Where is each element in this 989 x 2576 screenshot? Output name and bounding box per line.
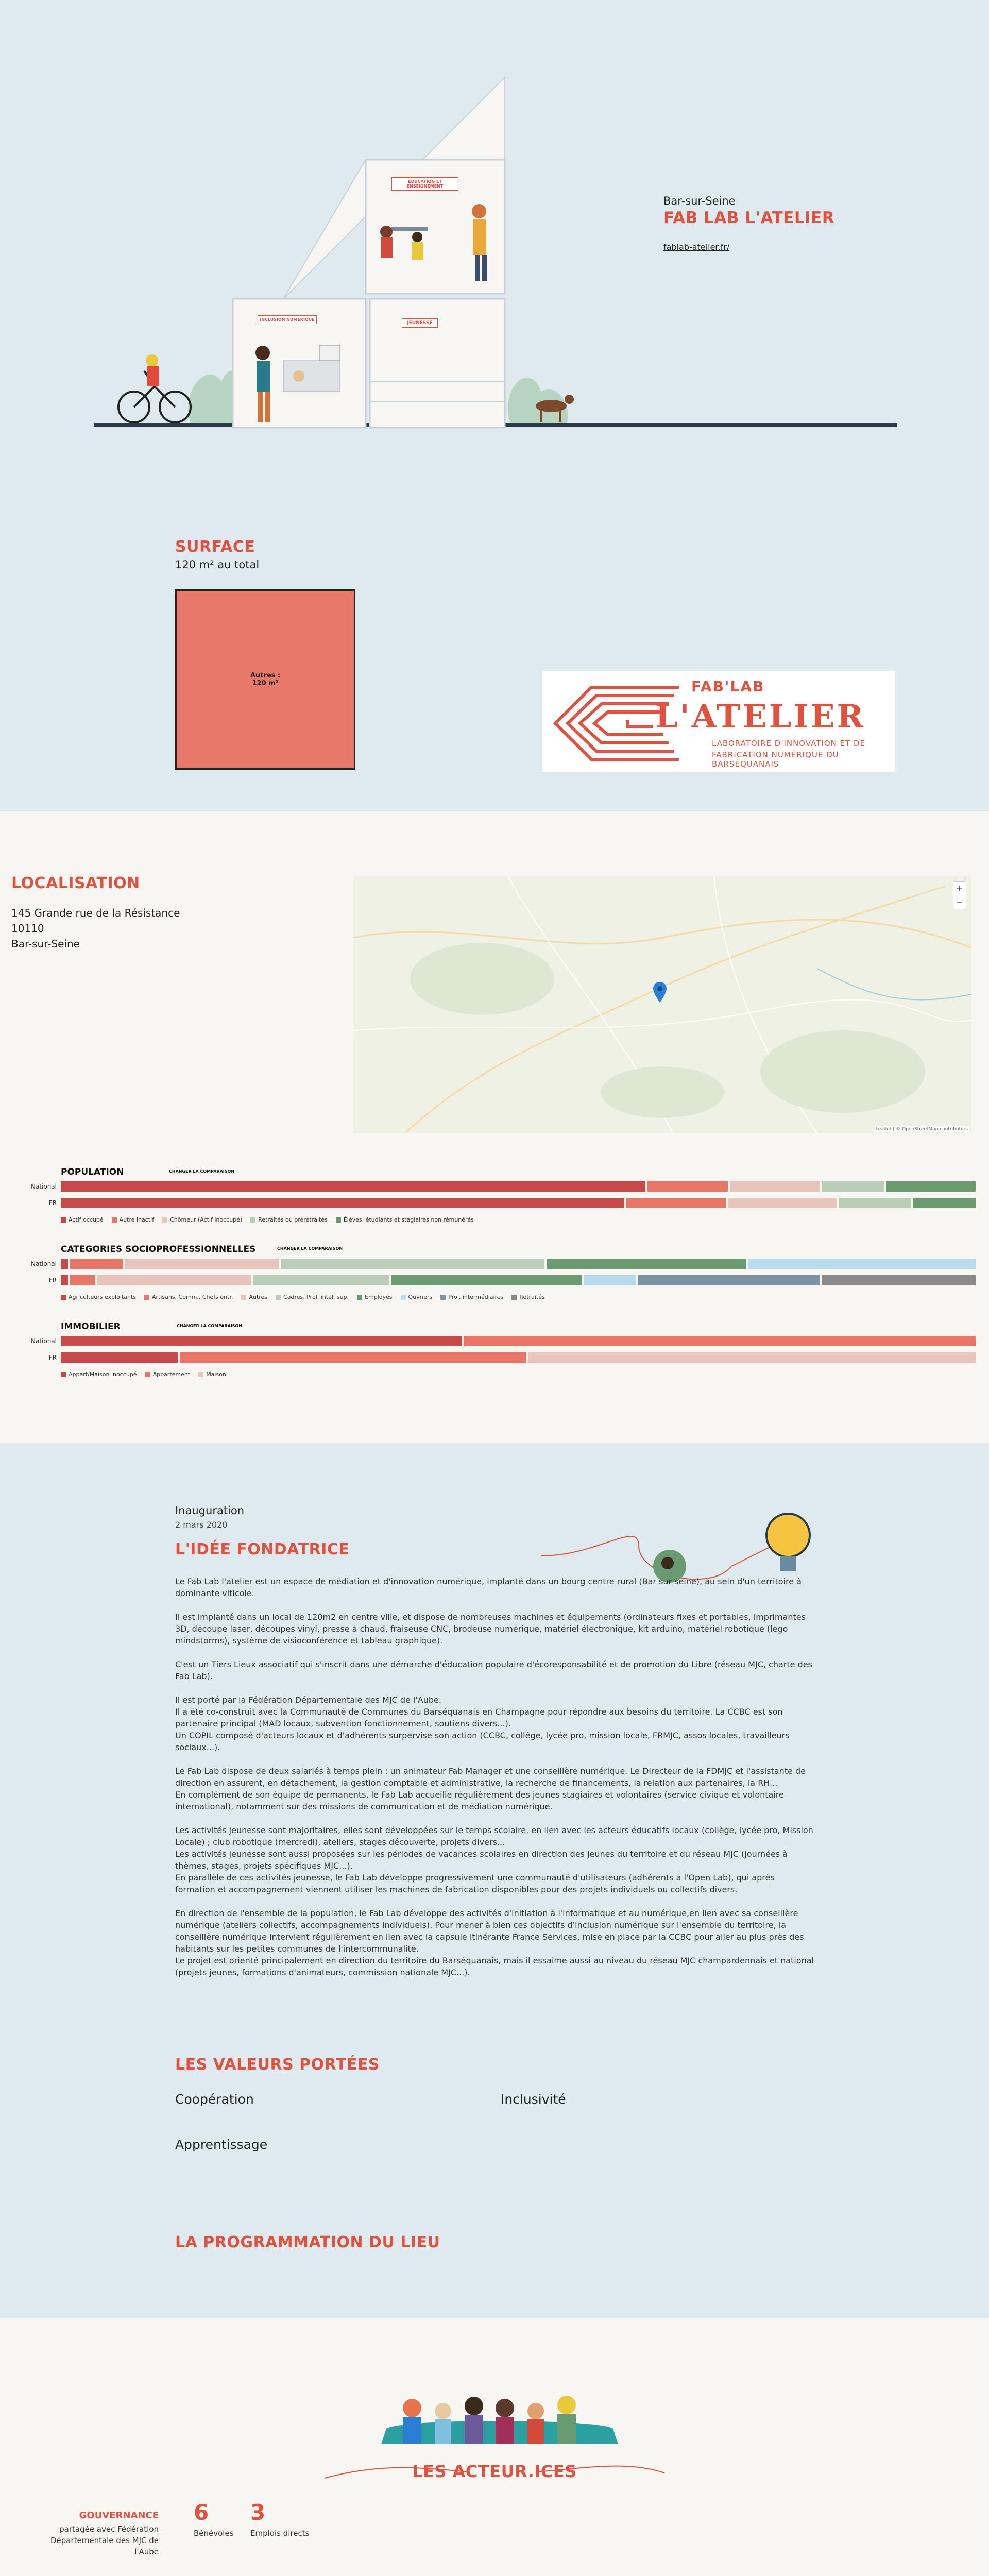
benevoles-label: Bénévoles <box>194 2529 234 2538</box>
population-bar-segment[interactable] <box>61 1181 645 1192</box>
legend-swatch <box>61 1217 66 1223</box>
localisation-title: LOCALISATION <box>11 874 140 892</box>
page-title: FAB LAB L'ATELIER <box>663 209 835 227</box>
label-inclusion: INCLUSION NUMÉRIQUE <box>258 315 317 324</box>
legend-label: Cadres, Prof. intel. sup. <box>283 1294 349 1300</box>
gouvernance-text: partagée avec Fédération Départementale des MJC de l'Aube <box>50 2524 159 2556</box>
address <box>11 905 180 952</box>
idee-paragraph: Il est porté par la Fédération Départementale des MJC de l'Aube. Il a été co-construit avec la Communauté de Communes du Barséquanais en Champagne pour répondre aux besoins du territoire. La CCBC est son partenaire principal (MAD locaux, subvention fonctionnement, soutiens divers...). Un COPIL composé d'acteurs locaux et d'adhérents surpervise son action (CCBC, collège, lycée pro, mission locale, FRMJC, assos locales, travailleurs sociaux...). <box>175 1695 790 1752</box>
acteurs-section <box>0 2318 989 2576</box>
surface-box-value: 120 m² <box>252 680 279 687</box>
label-jeunesse: JEUNESSE <box>402 318 438 328</box>
address-line3: Bar-sur-Seine <box>11 938 80 950</box>
surface-box <box>175 589 355 770</box>
logo-name: L'ATELIER <box>655 698 866 735</box>
map[interactable] <box>353 876 971 1133</box>
csp-row-label: National <box>30 1260 57 1267</box>
immobilier-bar-segment[interactable] <box>528 1352 976 1363</box>
immobilier-title: IMMOBILIER <box>61 1321 121 1332</box>
legend-label: Retraités <box>519 1294 545 1300</box>
gouvernance-label: GOUVERNANCE <box>79 2510 159 2521</box>
building-illustration <box>88 72 901 443</box>
valeur-inclusivite: Inclusivité <box>501 2092 566 2107</box>
idee-title: L'IDÉE FONDATRICE <box>175 1540 350 1558</box>
immobilier-compare-button[interactable]: CHANGER LA COMPARAISON <box>177 1324 243 1328</box>
csp-bar-segment[interactable] <box>638 1275 820 1285</box>
legend-swatch <box>112 1217 117 1223</box>
immobilier-row-label: FR <box>48 1354 57 1361</box>
legend-label: Prof. intermédiaires <box>448 1294 504 1300</box>
csp-bar-segment[interactable] <box>391 1275 582 1285</box>
legend-label: Autre inactif <box>119 1216 155 1223</box>
idee-paragraph: En direction de l'ensemble de la population, le Fab Lab développe des activités d'initiation à l'informatique et au numérique,en lien avec sa conseillère numérique (ateliers collectifs, accompagnements individuels). Pour mener à bien ces objectifs d'inclusion numérique sur l'ensemble du territoire, la conseillère numérique intervient régulièrement en lien avec la capsule itinérante France Services, mise en place par la CCBC pour aller au plus près des habitants sur les petites communes de l'intercommunalité. Le projet est orienté principalement en direction du territoire du Barséquanais, mais il essaime aussi au niveau du réseau MJC champardennais et national (projets jeunes, formations d'animateurs, commission nationale MJC...). <box>175 1908 814 1977</box>
csp-bar-segment[interactable] <box>584 1275 637 1285</box>
emplois-number: 3 <box>250 2500 266 2525</box>
csp-bar-segment[interactable] <box>281 1259 544 1269</box>
population-legend-item[interactable] <box>112 1216 154 1223</box>
population-row-label: FR <box>48 1199 57 1207</box>
inauguration-label: Inauguration <box>175 1504 245 1517</box>
population-compare-button[interactable]: CHANGER LA COMPARAISON <box>169 1169 235 1174</box>
csp-legend-item[interactable] <box>276 1294 349 1300</box>
population-bar-segment[interactable] <box>822 1181 884 1192</box>
surface-section <box>0 495 989 811</box>
fablab-logo <box>542 671 895 772</box>
legend-swatch <box>198 1372 203 1377</box>
immobilier-legend-item[interactable] <box>198 1371 226 1378</box>
legend-swatch <box>511 1295 517 1300</box>
legend-label: Employés <box>365 1294 393 1300</box>
csp-legend-item[interactable] <box>511 1294 544 1300</box>
immobilier-bar-segment[interactable] <box>180 1352 526 1363</box>
csp-title: CATEGORIES SOCIOPROFESSIONNELLES <box>61 1244 256 1255</box>
csp-bar-segment[interactable] <box>61 1259 68 1269</box>
legend-swatch <box>61 1372 66 1377</box>
valeur-cooperation: Coopération <box>175 2092 254 2107</box>
legend-label: Chômeur (Actif inoccupé) <box>170 1216 243 1223</box>
population-bar-segment[interactable] <box>839 1198 911 1208</box>
valeur-apprentissage: Apprentissage <box>175 2137 268 2152</box>
immobilier-bar-segment[interactable] <box>61 1352 178 1363</box>
legend-swatch <box>357 1295 362 1300</box>
map-attribution[interactable]: Leaflet | © OpenStreetMap contributors <box>874 1126 969 1132</box>
zoom-in-button[interactable]: + <box>956 883 963 893</box>
population-bar-segment[interactable] <box>730 1181 820 1192</box>
csp-legend-item[interactable] <box>61 1294 136 1300</box>
csp-legend-item[interactable] <box>440 1294 503 1300</box>
immobilier-bar-segment[interactable] <box>464 1336 976 1346</box>
legend-label: Autres <box>249 1294 268 1300</box>
legend-swatch <box>401 1295 406 1300</box>
legend-swatch <box>276 1295 281 1300</box>
stats-panel <box>0 1167 989 1394</box>
surface-box-label: Autres : <box>250 672 281 680</box>
legend-label: Appart/Maison inoccupé <box>69 1371 137 1378</box>
idee-text <box>175 1575 814 1990</box>
population-bar-segment[interactable] <box>886 1181 976 1192</box>
legend-swatch <box>440 1295 446 1300</box>
valeurs-title: LES VALEURS PORTÉES <box>175 2056 380 2074</box>
csp-legend-item[interactable] <box>144 1294 233 1300</box>
csp-bar-segment[interactable] <box>822 1275 976 1285</box>
population-bar-segment[interactable] <box>647 1181 728 1192</box>
population-title: POPULATION <box>61 1167 124 1177</box>
zoom-out-button[interactable]: − <box>953 895 966 909</box>
people-illustration <box>381 2387 618 2444</box>
csp-legend-item[interactable] <box>401 1294 433 1300</box>
address-line1: 145 Grande rue de la Résistance <box>11 907 180 919</box>
logo-line2: FABRICATION NUMÉRIQUE DU BARSÉQUANAIS <box>712 750 839 769</box>
legend-swatch <box>145 1372 150 1377</box>
immobilier-legend-item[interactable] <box>145 1371 191 1378</box>
address-line2: 10110 <box>11 922 44 935</box>
town-name: Bar-sur-Seine <box>663 195 736 207</box>
website-link[interactable]: fablab-atelier.fr/ <box>663 242 730 252</box>
hero-section <box>0 0 989 495</box>
immobilier-legend-item[interactable] <box>61 1371 137 1378</box>
legend-swatch <box>336 1217 341 1223</box>
population-legend <box>61 1216 474 1223</box>
population-legend-item[interactable] <box>250 1216 328 1223</box>
map-marker-icon[interactable] <box>653 982 667 1003</box>
immobilier-bar-segment[interactable] <box>61 1336 462 1346</box>
idee-paragraph: C'est un Tiers Lieux associatif qui s'inscrit dans une démarche d'éducation populaire d'écoresponsabilité et de promotion du Libre (réseau MJC, charte des Fab Lab). <box>175 1659 812 1681</box>
csp-bar-segment[interactable] <box>748 1259 976 1269</box>
legend-label: Maison <box>206 1371 226 1378</box>
zoom-controls <box>953 881 966 909</box>
legend-swatch <box>241 1295 246 1300</box>
map-tiles <box>353 876 971 1133</box>
legend-label: Élèves, étudiants et stagiaires non rémunérés <box>343 1216 474 1223</box>
population-legend-item[interactable] <box>336 1216 474 1223</box>
population-legend-item[interactable] <box>61 1216 104 1223</box>
legend-label: Agriculteurs exploitants <box>69 1294 136 1300</box>
inauguration-date: 2 mars 2020 <box>175 1520 228 1530</box>
idee-section <box>0 1443 989 2318</box>
population-legend-item[interactable] <box>162 1216 242 1223</box>
csp-row-label: FR <box>48 1277 57 1284</box>
idee-paragraph: Le Fab Lab dispose de deux salariés à temps plein : un animateur Fab Manager et une conseillère numérique. Le Directeur de la FDMJC et l'assistante de direction en assurent, en détachement, la gestion comptable et administrative, la recherche de financements, la relation aux partenaires, la RH... En complément de son équipe de permanents, le Fab Lab accueille régulièrement des jeunes stagiaires et volontaires (service civique et volontaire international), notamment sur des missions de communication et de médiation numérique. <box>175 1766 806 1811</box>
idee-paragraph: Le Fab Lab l'atelier est un espace de médiation et d'innovation numérique, implanté dans un bourg centre rural (Bar sur seine), au sein d'un territoire à dominante viticole. <box>175 1577 802 1598</box>
legend-label: Artisans, Comm., Chefs entr. <box>151 1294 233 1300</box>
logo-line1: LABORATOIRE D'INNOVATION ET DE <box>712 739 866 748</box>
programmation-title: LA PROGRAMMATION DU LIEU <box>175 2233 440 2251</box>
csp-legend-item[interactable] <box>241 1294 267 1300</box>
legend-swatch <box>250 1217 255 1223</box>
legend-swatch <box>144 1295 149 1300</box>
acteurs-title: LES ACTEUR.ICES <box>412 2462 577 2481</box>
population-bar-segment[interactable] <box>728 1198 837 1208</box>
csp-bar-segment[interactable] <box>97 1275 251 1285</box>
benevoles-number: 6 <box>194 2500 209 2525</box>
emplois-label: Emplois directs <box>250 2529 310 2538</box>
csp-legend-item[interactable] <box>357 1294 392 1300</box>
csp-bar-segment[interactable] <box>70 1259 123 1269</box>
population-row-label: National <box>30 1183 57 1190</box>
csp-bar-segment[interactable] <box>547 1259 746 1269</box>
population-bar-segment[interactable] <box>61 1198 624 1208</box>
csp-compare-button[interactable]: CHANGER LA COMPARAISON <box>277 1246 343 1251</box>
immobilier-row-label: National <box>30 1337 57 1345</box>
legend-swatch <box>61 1295 66 1300</box>
population-bar-segment[interactable] <box>626 1198 726 1208</box>
legend-label: Retraités ou préretraités <box>258 1216 328 1223</box>
csp-legend <box>61 1294 545 1300</box>
csp-bar-segment[interactable] <box>253 1275 389 1285</box>
logo-fablab: FAB'LAB <box>691 678 765 695</box>
immobilier-legend <box>61 1371 226 1378</box>
legend-label: Actif occupé <box>69 1216 104 1223</box>
surface-title: SURFACE <box>175 538 255 556</box>
legend-label: Ouvriers <box>408 1294 433 1300</box>
label-education: ÉDUCATION ET ENSEIGNEMENT <box>391 177 458 191</box>
localisation-section <box>0 811 989 1443</box>
legend-swatch <box>162 1217 167 1223</box>
idee-paragraph: Les activités jeunesse sont majoritaires, elles sont développées sur le temps scolaire, en lien avec les acteurs éducatifs locaux (collège, lycée pro, Mission Locale) ; club robotique (mercredi), ateliers, stages découverte, projets divers... Les activités jeunesse sont aussi proposées sur les périodes de vacances scolaires en direction des jeunes du territoire et du réseau MJC (journées à thèmes, stages, projets spécifiques MJC...). En parallèle de ces activités jeunesse, le Fab Lab développe progressivement une communauté d'utilisateurs (adhérents à l'Open Lab), qui après formation et accompagnement viennent utiliser les machines de fabrication disponibles pour des projets individuels ou collectifs divers. <box>175 1825 813 1894</box>
csp-bar-segment[interactable] <box>70 1275 95 1285</box>
surface-subtitle: 120 m² au total <box>175 558 260 571</box>
csp-bar-segment[interactable] <box>61 1275 68 1285</box>
idee-paragraph: Il est implanté dans un local de 120m2 en centre ville, et dispose de nombreuses machines et équipements (ordinateurs fixes et portables, imprimantes 3D, découpe laser, découpes vinyl, presse à chaud, fraiseuse CNC, brodeuse numérique, matériel électronique, kit arduino, matériel robotique (lego mindstorms), système de visioconférence et tableau graphique). <box>175 1612 806 1646</box>
csp-bar-segment[interactable] <box>125 1259 279 1269</box>
population-bar-segment[interactable] <box>913 1198 976 1208</box>
legend-label: Appartement <box>152 1371 191 1378</box>
